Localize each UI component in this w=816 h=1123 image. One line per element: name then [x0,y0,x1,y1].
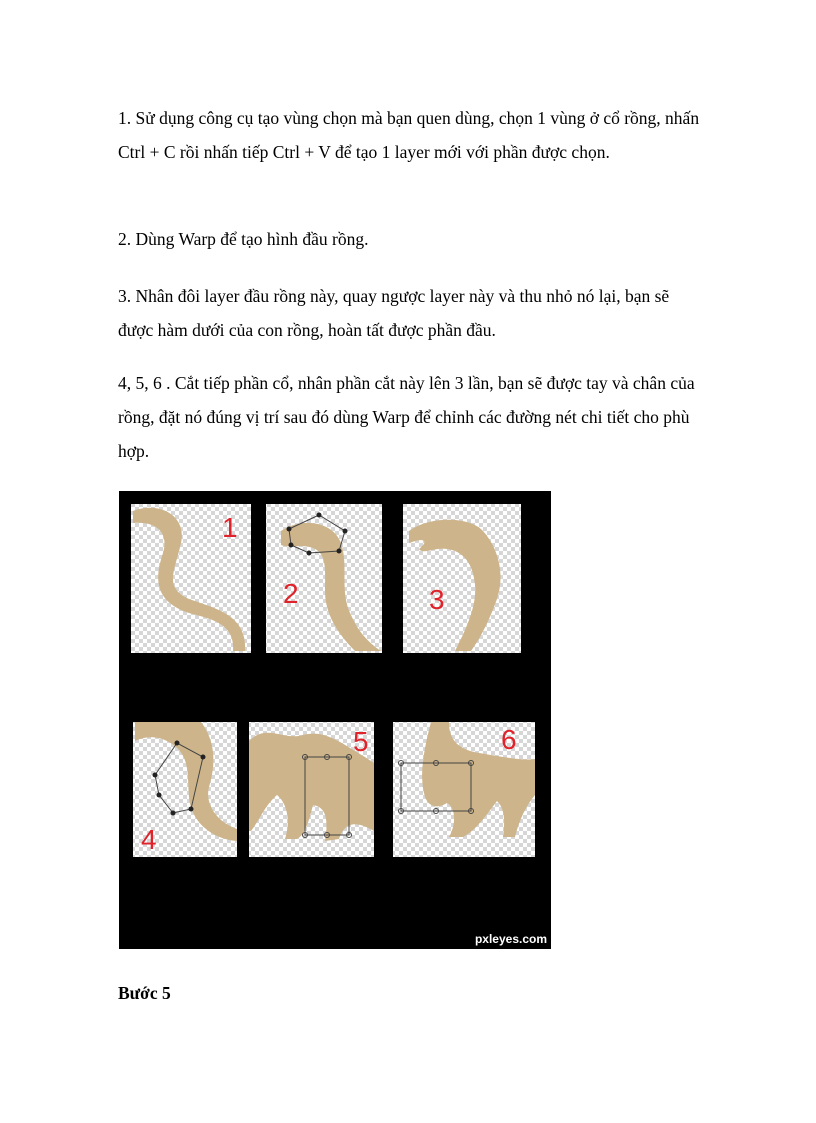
panel-number-2: 2 [283,578,299,609]
dragon-steps-figure [119,491,551,949]
step-text-1: 1. Sử dụng công cụ tạo vùng chọn mà bạn quen dùng, chọn 1 vùng ở cổ rồng, nhấn Ctrl + C rồi nhấn tiếp Ctrl + V để tạo 1 layer mới với phần được chọn. [118,108,700,162]
panel-number-1: 1 [222,512,238,543]
panel-number-3: 3 [429,584,445,615]
panel-1 [131,504,251,653]
panel-number-6: 6 [501,724,517,755]
panel-number-4: 4 [141,824,157,855]
step-text-4-5-6: 4, 5, 6 . Cắt tiếp phần cổ, nhân phần cắt này lên 3 lần, bạn sẽ được tay và chân của rồng, đặt nó đúng vị trí sau đó dùng Warp để chỉnh các đường nét chi tiết cho phù hợp. [118,373,695,461]
panel-number-5: 5 [353,726,369,757]
panel-6 [393,722,535,857]
panel-4 [133,722,237,857]
step-text-3: 3. Nhân đôi layer đầu rồng này, quay ngược layer này và thu nhỏ nó lại, bạn sẽ được hàm dưới của con rồng, hoàn tất được phần đầu. [118,286,670,340]
section-heading-step-5: Bước 5 [118,983,171,1003]
watermark-pxleyes: pxleyes.com [474,932,547,946]
step-text-2: 2. Dùng Warp để tạo hình đầu rồng. [118,229,369,249]
panel-2 [266,504,382,653]
dragon-steps-illustration [119,491,551,949]
panel-5 [249,722,374,857]
panel-3 [403,504,521,653]
